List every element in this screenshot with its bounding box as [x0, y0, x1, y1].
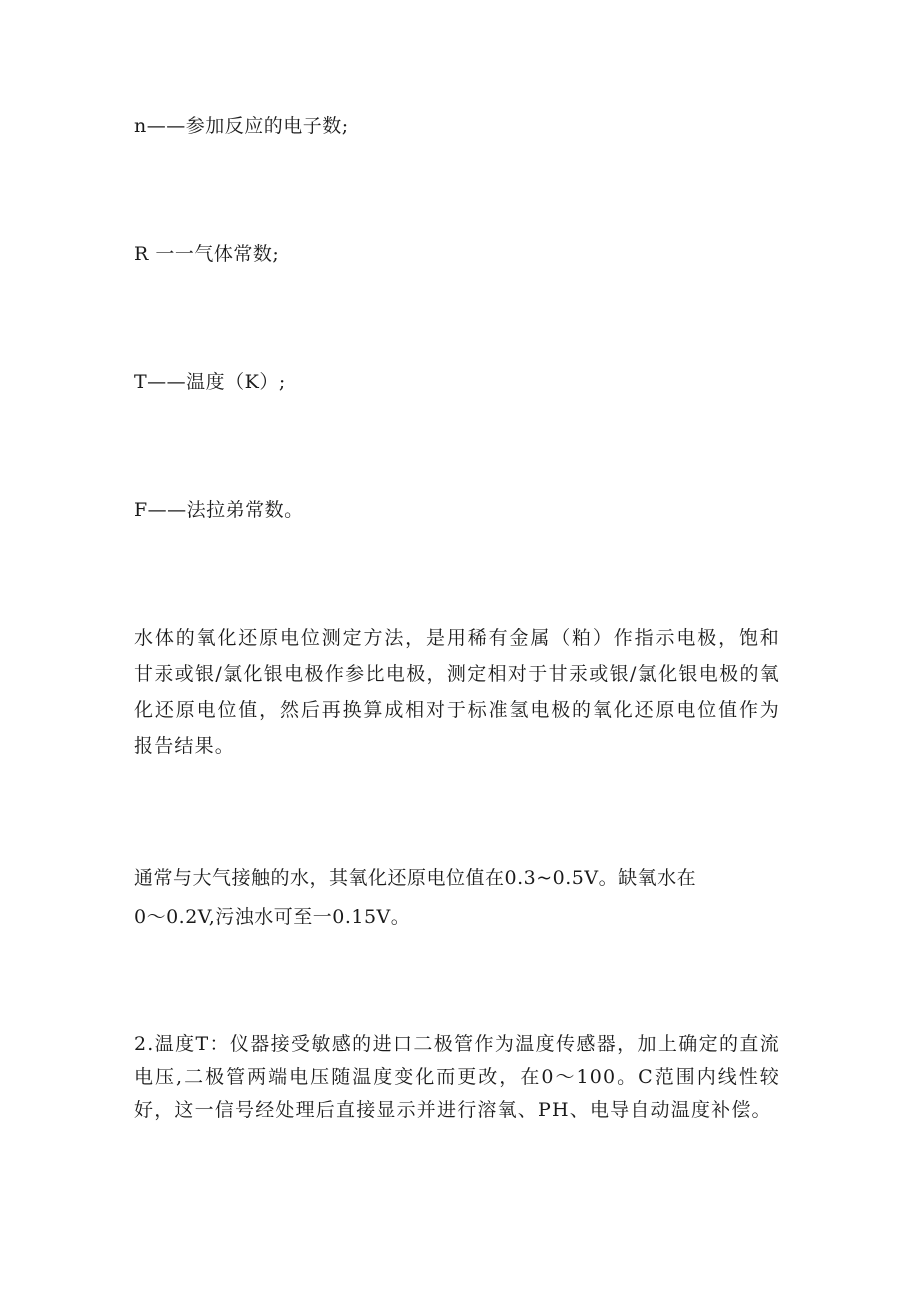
- paragraph-temperature-sensor: 2.温度T：仪器接受敏感的进口二极管作为温度传感器，加上确定的直流电压,二极管两端电压随温度变化而更改，在0～100。C范围内线性较好，这一信号经处理后直接显示并进行溶氧、PH、电导自动温度补偿。: [134, 1033, 780, 1121]
- definition-t: T——温度（K）;: [134, 371, 286, 393]
- paragraph-typical-values-line-2: 0～0.2V,污浊水可至一0.15V。: [134, 906, 411, 928]
- definition-f: F——法拉弟常数。: [134, 499, 304, 521]
- definition-n: n——参加反应的电子数;: [134, 115, 349, 137]
- paragraph-measurement-method: 水体的氧化还原电位测定方法，是用稀有金属（粕）作指示电极，饱和甘汞或银/氯化银电极作参比电极，测定相对于甘汞或银/氯化银电极的氧化还原电位值，然后再换算成相对于标准氢电极的氧化还原电位值作为报告结果。: [134, 627, 780, 757]
- definition-r: R 一一气体常数;: [134, 243, 280, 265]
- paragraph-typical-values-line-1: 通常与大气接触的水，其氧化还原电位值在0.3~0.5V。缺氧水在: [134, 867, 697, 889]
